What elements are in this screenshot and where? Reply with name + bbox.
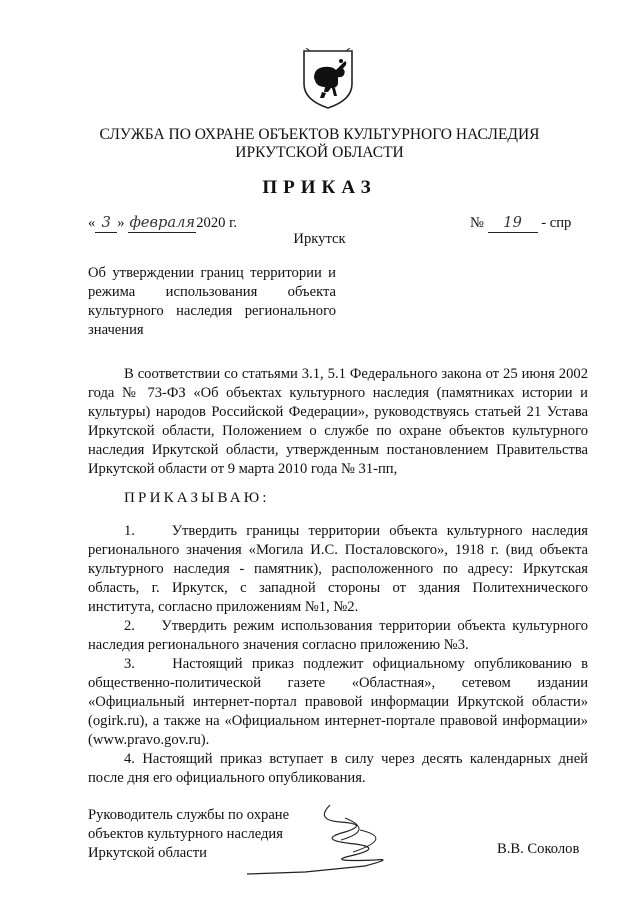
date-year: 2020 г. <box>196 215 238 231</box>
order-item-4: 4. Настоящий приказ вступает в силу через десять календарных дней после дня его официального опубликования. <box>88 751 588 786</box>
date-open-quote: « <box>88 215 96 231</box>
order-item-2: 2. Утвердить режим использования территории объекта культурного наследия регионального значения согласно приложению №3. <box>88 618 592 653</box>
document-subject: Об утверждении границ территории и режима использования объекта культурного наследия регионального значения <box>88 265 336 338</box>
number-handwritten: 19 <box>488 213 538 233</box>
order-word: ПРИКАЗЫВАЮ: <box>124 490 270 506</box>
order-item-3: 3. Настоящий приказ подлежит официальному опубликованию в общественно-политической газете «Областная», сетевом издании «Официальный интернет-портал правовой информации Иркутской области» (ogirk.ru), а также на «Официальном интернет-портале правовой информации» (www.pravo.gov.ru). <box>88 656 592 748</box>
handwritten-signature <box>245 800 435 885</box>
signatory-position-line3: Иркутской области <box>88 845 207 861</box>
number-prefix: № <box>470 215 484 231</box>
date-day-handwritten: 3 <box>95 213 117 233</box>
order-item-1: 1. Утвердить границы территории объекта культурного наследия регионального значения «Могила И.С. Посталовского», 1918 г. (вид объекта культурного наследия - памятник), расположенного по адресу: Иркутская область, г. Иркутск, с западной стороны от здания Политехнического института, согласно приложениям №1, №2. <box>88 523 592 615</box>
date-month-handwritten: февраля <box>129 214 196 231</box>
document-type-title: ПРИКАЗ <box>262 177 377 198</box>
number-suffix: - спр <box>541 215 572 231</box>
preamble-paragraph: В соответствии со статьями 3.1, 5.1 Федерального закона от 25 июня 2002 года № 73-ФЗ «Об объектах культурного наследия (памятниках истории и культуры) народов Российской Федерации», руководствуясь статьей 21 Устава Иркутской области, Положением о службе по охране объектов культурного наследия Иркутской области, утвержденным постановлением Правительства Иркутской области от 9 марта 2010 года № 31-пп, <box>88 366 588 477</box>
signatory-name: В.В. Соколов <box>497 841 580 857</box>
agency-name-line2: ИРКУТСКОЙ ОБЛАСТИ <box>235 144 404 161</box>
date-close-quote: » <box>117 215 125 231</box>
order-items <box>88 522 592 788</box>
coat-of-arms-emblem <box>300 48 356 110</box>
signatory-position-line1: Руководитель службы по охране <box>88 807 290 823</box>
agency-name-line1: СЛУЖБА ПО ОХРАНЕ ОБЪЕКТОВ КУЛЬТУРНОГО НАСЛЕДИЯ <box>99 126 540 143</box>
city-name: Иркутск <box>293 231 346 247</box>
signatory-position-line2: объектов культурного наследия <box>88 826 283 842</box>
